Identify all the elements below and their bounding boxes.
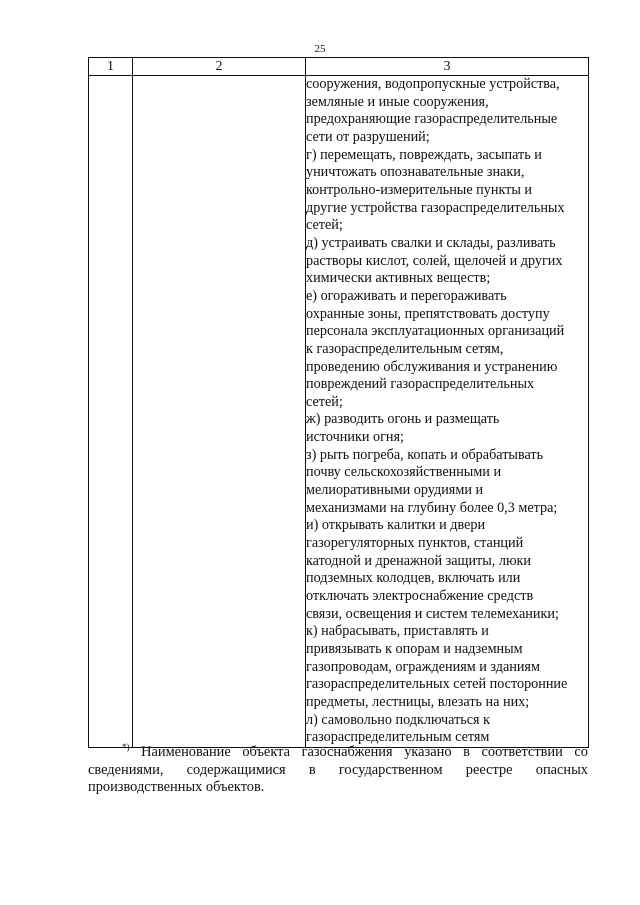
text-line: привязывать к опорам и надземным [306,641,523,657]
text-line: связи, освещения и систем телемеханики; [306,605,559,622]
text-line: и) открывать калитки и двери [306,517,486,534]
column-header-2: 2 [133,58,306,76]
footnote-line: сведениями, содержащимися в государственном реестре опасных [88,761,588,778]
footnote [88,744,588,797]
column-2-cell [133,76,306,748]
text-line: катодной и дренажной защиты, люки [306,552,532,569]
column-3-cell [306,76,589,748]
text-line: механизмами на глубину более 0,3 метра; [306,499,558,516]
text-line: отключать электроснабжение средств [306,588,534,605]
text-line: сетей; [306,393,343,410]
column-1-cell [89,76,133,748]
text-line: газорегуляторных пунктов, станций [306,535,524,552]
text-line: ж) разводить огонь и размещать [306,411,500,428]
text-line: мелиоративными орудиями и [306,482,484,499]
text-line: проведению обслуживания и устранению [306,358,558,375]
text-line: подземных колодцев, включать или [306,570,521,587]
page-number: 25 [314,43,326,55]
text-line: к) набрасывать, приставлять и [306,623,489,640]
text-line: д) устраивать свалки и склады, разливать [306,234,556,251]
text-line: з) рыть погреба, копать и обрабатывать [306,446,544,463]
text-line: предохраняющие газораспределительные [306,111,558,128]
footnote-line: производственных объектов. [88,779,265,795]
text-line: газопроводам, ограждениям и зданиям [306,658,540,675]
table-row [89,76,589,748]
text-line: повреждений газораспределительных [306,376,535,393]
footnote-text: Наименование объекта газоснабжения указано в соответствии со [141,744,588,760]
text-line: л) самовольно подключаться к [306,711,491,728]
footnote-line [88,744,588,762]
text-line: е) огораживать и перегораживать [306,287,507,304]
text-line: уничтожать опознавательные знаки, [306,164,525,181]
content-table [88,57,589,748]
text-line: газораспределительных сетей посторонние [306,676,568,693]
text-line: растворы кислот, солей, щелочей и других [306,252,563,269]
table-header-row [89,58,589,76]
text-line: персонала эксплуатационных организаций [306,323,565,340]
text-line: сетей; [306,217,343,234]
text-line: другие устройства газораспределительных [306,199,565,216]
text-line: г) перемещать, повреждать, засыпать и [306,146,542,163]
column-header-1: 1 [89,58,133,76]
text-line: контрольно-измерительные пункты и [306,181,533,198]
text-line: предметы, лестницы, влезать на них; [306,693,530,710]
text-line: газораспределительным сетям [306,729,490,746]
text-line: земляные и иные сооружения, [306,93,489,110]
text-line: охранные зоны, препятствовать доступу [306,305,550,322]
column-header-3: 3 [306,58,589,76]
text-line: химически активных веществ; [306,270,491,287]
footnote-marker: *) [122,742,130,753]
text-line: сети от разрушений; [306,128,430,145]
text-line: источники огня; [306,429,404,446]
text-line: сооружения, водопропускные устройства, [306,76,560,92]
text-line: к газораспределительным сетям, [306,340,504,357]
text-line: почву сельскохозяйственными и [306,464,502,481]
